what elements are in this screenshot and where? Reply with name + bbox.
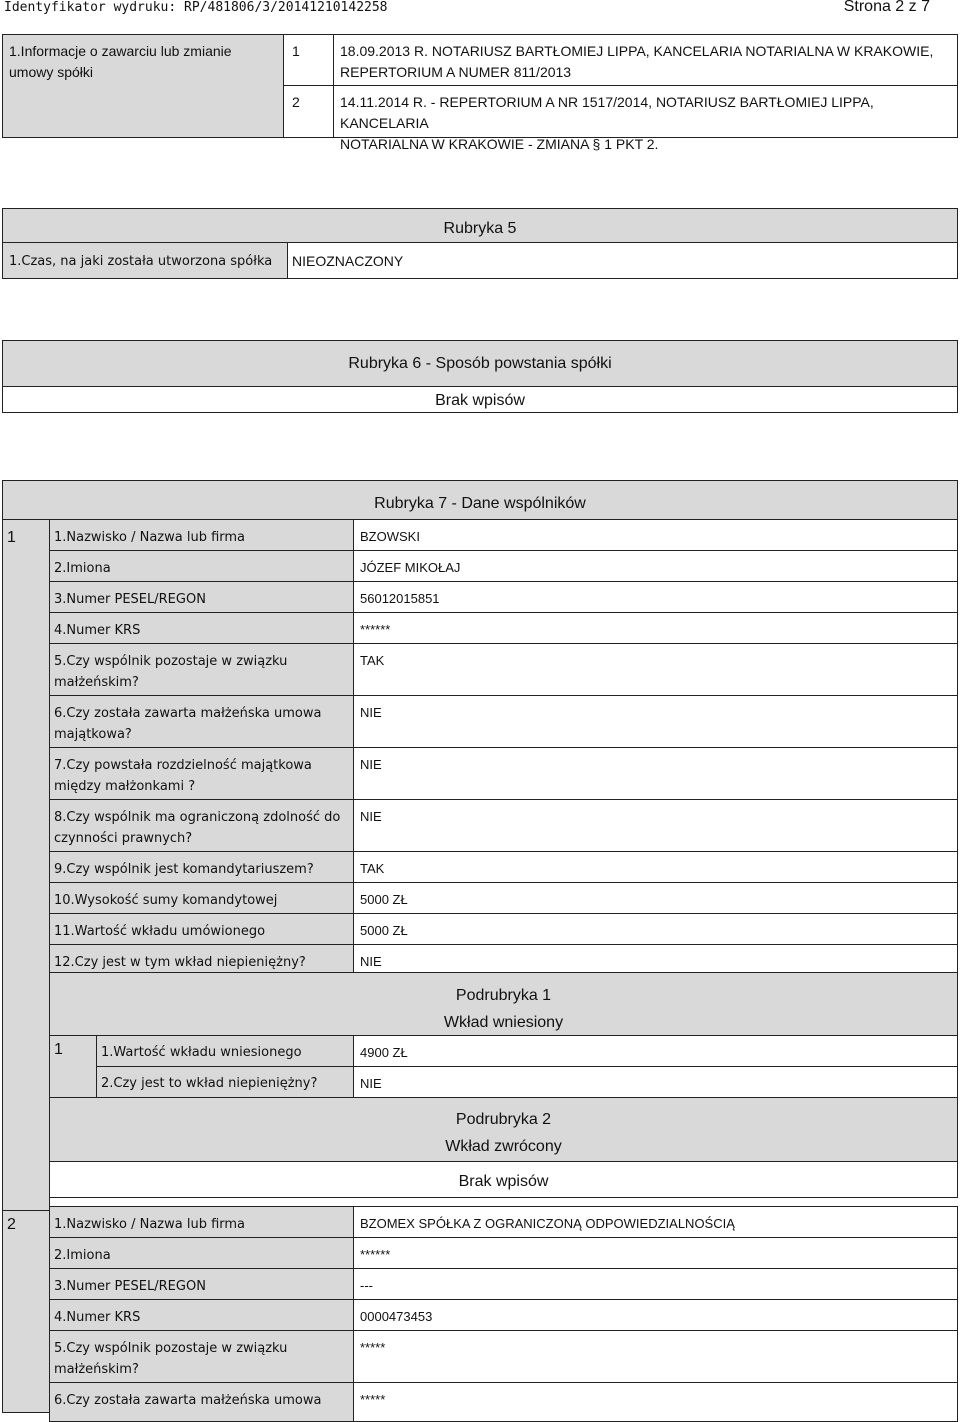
field-value-cell bbox=[353, 550, 958, 582]
field-label: 3.Numer PESEL/REGON bbox=[54, 1279, 206, 1294]
field-label-cell bbox=[49, 1237, 354, 1269]
rubryka6-empty-cell bbox=[2, 386, 958, 413]
field-value-cell bbox=[353, 882, 958, 914]
field-label: 3.Numer PESEL/REGON bbox=[54, 592, 206, 607]
podrubryka2-title-cell bbox=[49, 1097, 958, 1162]
field-label-cell bbox=[49, 747, 354, 800]
field-label-cell bbox=[49, 944, 354, 973]
sub1-row-value-cell bbox=[353, 1066, 958, 1098]
field-value: TAK bbox=[360, 653, 385, 668]
field-value-cell bbox=[353, 643, 958, 696]
partner-2-num: 2 bbox=[7, 1216, 16, 1233]
field-value-cell bbox=[353, 1330, 958, 1383]
rubryka7-title: Rubryka 7 - Dane wspólników bbox=[374, 495, 586, 512]
field-value: NIE bbox=[360, 757, 382, 772]
sub1-row-label-cell bbox=[96, 1035, 354, 1067]
field-value-cell bbox=[353, 1268, 958, 1300]
entry-1-num-cell: 1 bbox=[283, 34, 334, 86]
field-value: NIE bbox=[360, 954, 382, 969]
field-value-cell bbox=[353, 1382, 958, 1422]
field-value: ****** bbox=[360, 622, 391, 637]
field-label: 11.Wartość wkładu umówionego bbox=[54, 924, 266, 939]
rubryka4-label: 1.Informacje o zawarciu lub zmianie umowy spółki bbox=[9, 43, 232, 80]
page-number: Strona 2 z 7 bbox=[843, 0, 930, 15]
print-identifier: Identyfikator wydruku: RP/481806/3/20141210142258 bbox=[4, 0, 388, 15]
field-label: 7.Czy powstała rozdzielność majątkowa między małżonkami ? bbox=[54, 758, 312, 794]
field-label: 4.Numer KRS bbox=[54, 623, 141, 638]
podrubryka2-title: Podrubryka 2 Wkład zwrócony bbox=[445, 1111, 562, 1155]
podrubryka2-empty: Brak wpisów bbox=[458, 1173, 549, 1190]
field-value: ****** bbox=[360, 1247, 391, 1262]
field-value: JÓZEF MIKOŁAJ bbox=[360, 560, 461, 575]
field-label: 5.Czy wspólnik pozostaje w związku małżeńskim? bbox=[54, 654, 288, 690]
field-value: BZOWSKI bbox=[360, 529, 420, 544]
field-value: ***** bbox=[360, 1392, 386, 1407]
rubryka5-value: NIEOZNACZONY bbox=[292, 253, 404, 269]
rubryka5-title-cell bbox=[2, 208, 958, 243]
rubryka4-label-cell bbox=[2, 34, 284, 138]
field-label: 1.Nazwisko / Nazwa lub firma bbox=[54, 1217, 246, 1232]
field-value-cell bbox=[353, 581, 958, 613]
partner-1-num-cell bbox=[2, 519, 50, 1211]
field-label: 6.Czy została zawarta małżeńska umowa bbox=[54, 1393, 322, 1408]
field-value: ***** bbox=[360, 1340, 386, 1355]
field-label-cell bbox=[49, 882, 354, 914]
rubryka5-title: Rubryka 5 bbox=[443, 220, 517, 237]
partner-2-num-cell bbox=[2, 1210, 50, 1413]
field-label: 6.Czy została zawarta małżeńska umowa majątkowa? bbox=[54, 706, 322, 742]
sub1-row-label-cell bbox=[96, 1066, 354, 1098]
field-label-cell bbox=[49, 612, 354, 644]
rubryka6-empty: Brak wpisów bbox=[435, 392, 525, 409]
field-label: 2.Imiona bbox=[54, 561, 111, 576]
sub1-row-value: NIE bbox=[360, 1076, 382, 1091]
field-value-cell bbox=[353, 913, 958, 945]
field-value-cell bbox=[353, 747, 958, 800]
field-value-cell bbox=[353, 1206, 958, 1238]
field-value-cell bbox=[353, 851, 958, 883]
entry-1-text: 18.09.2013 R. NOTARIUSZ BARTŁOMIEJ LIPPA, KANCELARIA NOTARIALNA W KRAKOWIE, REPERTORIUM A NUMER 811/2013 bbox=[340, 43, 934, 80]
field-label: 1.Nazwisko / Nazwa lub firma bbox=[54, 530, 246, 545]
field-label: 12.Czy jest w tym wkład niepieniężny? bbox=[54, 955, 306, 970]
field-value-cell bbox=[353, 944, 958, 973]
field-label-cell bbox=[49, 851, 354, 883]
rubryka6-title-cell bbox=[2, 340, 958, 387]
sub1-row-label: 1.Wartość wkładu wniesionego bbox=[101, 1045, 302, 1060]
field-label: 8.Czy wspólnik ma ograniczoną zdolność do czynności prawnych? bbox=[54, 810, 341, 846]
field-value: 5000 ZŁ bbox=[360, 923, 408, 938]
rubryka7-title-cell bbox=[2, 480, 958, 520]
field-value: 5000 ZŁ bbox=[360, 892, 408, 907]
field-label: 10.Wysokość sumy komandytowej bbox=[54, 893, 278, 908]
podrubryka1-entry-num-cell bbox=[49, 1035, 97, 1098]
field-value: 56012015851 bbox=[360, 591, 440, 606]
partner-1-num: 1 bbox=[7, 529, 16, 546]
field-value: BZOMEX SPÓŁKA Z OGRANICZONĄ ODPOWIEDZIALNOŚCIĄ bbox=[360, 1216, 735, 1231]
field-label: 4.Numer KRS bbox=[54, 1310, 141, 1325]
podrubryka2-empty-cell bbox=[49, 1161, 958, 1198]
field-label-cell bbox=[49, 799, 354, 852]
entry-2-text-cell bbox=[333, 85, 958, 152]
field-label: 2.Imiona bbox=[54, 1248, 111, 1263]
rubryka5-value-cell bbox=[287, 242, 958, 279]
field-value: NIE bbox=[360, 705, 382, 720]
sub1-row-value: 4900 ZŁ bbox=[360, 1045, 408, 1060]
field-label-cell bbox=[49, 550, 354, 582]
field-label: 5.Czy wspólnik pozostaje w związku małżeńskim? bbox=[54, 1341, 288, 1377]
podrubryka1-title-cell bbox=[49, 972, 958, 1036]
field-label-cell bbox=[49, 519, 354, 551]
field-label-cell bbox=[49, 1330, 354, 1383]
entry-1-text-cell bbox=[333, 34, 958, 86]
field-value-cell bbox=[353, 612, 958, 644]
field-value-cell bbox=[353, 519, 958, 551]
field-label-cell bbox=[49, 1382, 354, 1422]
field-value: --- bbox=[360, 1278, 373, 1293]
podrubryka1-title: Podrubryka 1 Wkład wniesiony bbox=[443, 987, 564, 1031]
sub1-row-label: 2.Czy jest to wkład niepieniężny? bbox=[101, 1076, 318, 1091]
field-value: NIE bbox=[360, 809, 382, 824]
field-value-cell bbox=[353, 799, 958, 852]
field-label-cell bbox=[49, 1206, 354, 1238]
field-label: 9.Czy wspólnik jest komandytariuszem? bbox=[54, 862, 314, 877]
rubryka5-label-cell bbox=[2, 242, 288, 279]
sub1-row-value-cell bbox=[353, 1035, 958, 1067]
podrubryka1-entry-num: 1 bbox=[54, 1041, 63, 1058]
rubryka5-label: 1.Czas, na jaki została utworzona spółka bbox=[9, 254, 273, 269]
field-label-cell bbox=[49, 581, 354, 613]
field-value: TAK bbox=[360, 861, 385, 876]
entry-2-text: 14.11.2014 R. - REPERTORIUM A NR 1517/2014, NOTARIUSZ BARTŁOMIEJ LIPPA, KANCELARIA NOTARIALNA W KRAKOWIE - ZMIANA § 1 PKT 2. bbox=[340, 94, 874, 152]
field-label-cell bbox=[49, 1268, 354, 1300]
field-label-cell bbox=[49, 695, 354, 748]
field-label-cell bbox=[49, 1299, 354, 1331]
field-value-cell bbox=[353, 1299, 958, 1331]
field-label-cell bbox=[49, 643, 354, 696]
rubryka6-title: Rubryka 6 - Sposób powstania spółki bbox=[348, 355, 612, 372]
field-label-cell bbox=[49, 913, 354, 945]
entry-2-num-cell: 2 bbox=[283, 85, 334, 138]
field-value-cell bbox=[353, 1237, 958, 1269]
field-value-cell bbox=[353, 695, 958, 748]
field-value: 0000473453 bbox=[360, 1309, 433, 1324]
